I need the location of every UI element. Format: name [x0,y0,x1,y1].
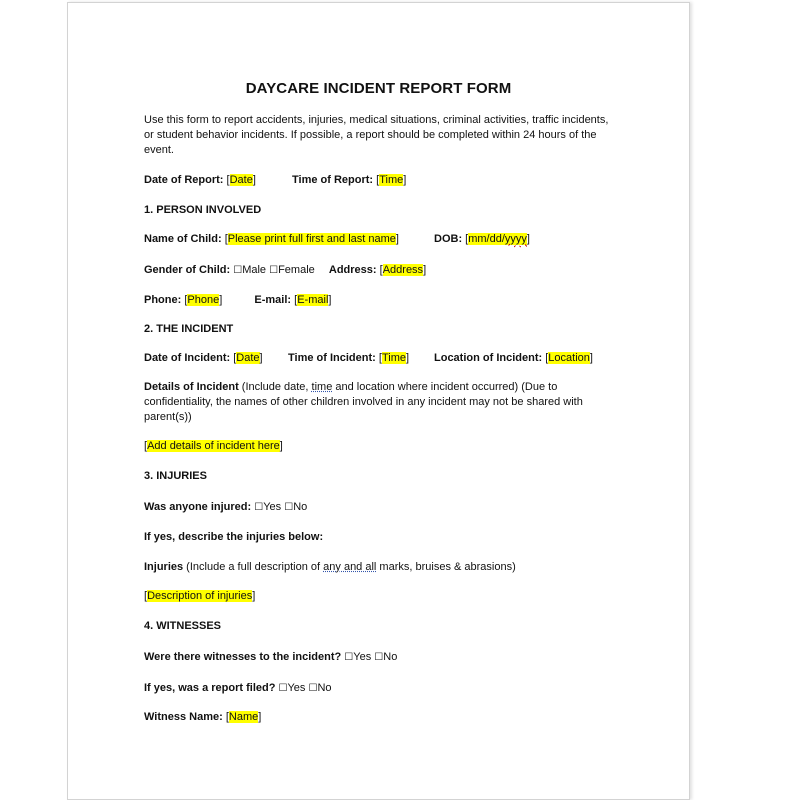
section-heading-injuries [144,470,207,482]
section-heading-person [144,204,261,216]
checkbox-male[interactable]: ☐ [233,265,243,276]
gender-label: Gender of Child: [144,264,231,276]
phone-label: Phone: [144,294,182,306]
bracket: [ [465,233,469,245]
section-heading-text: 1. PERSON INVOLVED [144,204,262,216]
details-note: and location where incident occurred) (Due to confidentiality, the names of other children involved in any incident may not be shared with parent(s)) [144,381,583,423]
child-name-field[interactable]: Please print full first and last name [227,233,396,245]
dob-label: DOB: [434,233,463,245]
report-date-time-row [144,174,406,186]
bracket: ] [252,174,256,186]
injuries-note: (Include a full description of [183,561,324,573]
section-heading-text: 4. WITNESSES [144,620,222,632]
phone-field[interactable]: Phone [187,294,220,306]
witness-name-field[interactable]: Name [228,711,259,723]
incident-time-field[interactable]: Time [381,352,406,364]
injured-question-row [144,501,307,513]
form-title: DAYCARE INCIDENT REPORT FORM [245,80,512,97]
bracket: ] [589,352,593,364]
checkbox-witnesses-yes[interactable]: ☐ [344,652,354,663]
option-yes: Yes [353,651,372,663]
details-label: Details of Incident [144,381,239,393]
injuries-note-any: any and all [323,561,377,573]
witnesses-question-row [144,651,397,663]
option-no: No [293,501,308,513]
bracket: [ [144,440,148,452]
report-date-field[interactable]: Date [229,174,253,186]
report-filed-question: If yes, was a report filed? [144,682,276,694]
incident-time-row [288,352,409,364]
bracket: ] [328,294,332,306]
injuries-label: Injuries [144,561,184,573]
section-heading-witnesses [144,620,221,632]
bracket: ] [259,352,263,364]
section-heading-text: 2. THE INCIDENT [144,323,234,335]
bracket: ] [258,711,262,723]
incident-details-field[interactable]: Add details of incident here [147,440,280,452]
dob-field-year: yyyy [504,233,527,245]
email-label: E-mail: [254,294,292,306]
phone-email-row [144,294,331,306]
option-yes: Yes [263,501,282,513]
bracket: ] [252,590,256,602]
checkbox-report-no[interactable]: ☐ [308,683,318,694]
bracket: ] [405,352,410,364]
witness-name-label: Witness Name: [144,711,223,723]
bracket: [ [184,294,188,306]
details-note: (Include date, [238,381,312,393]
bracket: ] [279,440,283,452]
checkbox-female[interactable]: ☐ [269,265,279,276]
bracket: [ [224,233,228,245]
incident-date-row [144,352,263,364]
bracket: [ [376,174,380,186]
bracket: [ [225,711,229,723]
incident-date-label: Date of Incident: [144,352,231,364]
dob-row [434,233,530,245]
witness-name-row [144,711,261,723]
section-heading-text: 3. INJURIES [144,470,207,482]
bracket: [ [144,590,148,602]
describe-injuries-text: If yes, describe the injuries below: [144,531,324,543]
dob-field[interactable] [468,233,527,245]
injuries-note-row [144,561,516,573]
incident-location-label: Location of Incident: [434,352,543,364]
child-name-row [144,233,399,245]
incident-details-row [144,440,283,452]
bracket: ] [423,264,427,276]
bracket: ] [526,233,530,245]
witnesses-question: Were there witnesses to the incident? [144,651,342,663]
gender-option-female: Female [278,264,315,276]
email-field[interactable]: E-mail [297,294,329,306]
option-no: No [317,682,332,694]
dob-field-text: mm/dd/ [468,233,505,245]
bracket: ] [403,174,407,186]
describe-injuries-prompt [144,531,323,543]
bracket: [ [294,294,298,306]
section-heading-incident [144,323,233,335]
report-filed-row [144,682,332,694]
injured-question: Was anyone injured: [144,501,252,513]
checkbox-report-yes[interactable]: ☐ [278,683,288,694]
details-note-time: time [311,381,333,393]
bracket: [ [378,352,382,364]
option-yes: Yes [287,682,306,694]
bracket: [ [545,352,549,364]
intro-paragraph: Use this form to report accidents, injuries, medical situations, criminal activities, traffic incidents, or student behavior incidents. If possible, a report should be completed within 24 hours of the event. [144,114,609,156]
injuries-description-field[interactable]: Description of injuries [147,590,253,602]
address-label: Address: [328,264,377,276]
checkbox-injured-yes[interactable]: ☐ [254,502,264,513]
incident-date-field[interactable]: Date [236,352,260,364]
incident-location-field[interactable]: Location [548,352,590,364]
gender-option-male: Male [242,264,267,276]
report-time-label: Time of Report: [292,174,374,186]
incident-time-label: Time of Incident: [288,352,376,364]
injuries-note: marks, bruises & abrasions) [376,561,516,573]
child-name-label: Name of Child: [144,233,222,245]
gender-address-row [144,264,426,276]
checkbox-injured-no[interactable]: ☐ [284,502,294,513]
checkbox-witnesses-no[interactable]: ☐ [374,652,384,663]
incident-location-row [434,352,593,364]
address-field[interactable]: Address [382,264,424,276]
injuries-description-row [144,590,255,602]
bracket: ] [395,233,399,245]
report-date-label: Date of Report: [144,174,224,186]
report-time-field[interactable]: Time [379,174,404,186]
bracket: [ [226,174,230,186]
document-page [67,2,690,800]
bracket: [ [233,352,237,364]
bracket: ] [219,294,223,306]
incident-details-paragraph [144,380,614,425]
option-no: No [383,651,398,663]
bracket: [ [379,264,383,276]
